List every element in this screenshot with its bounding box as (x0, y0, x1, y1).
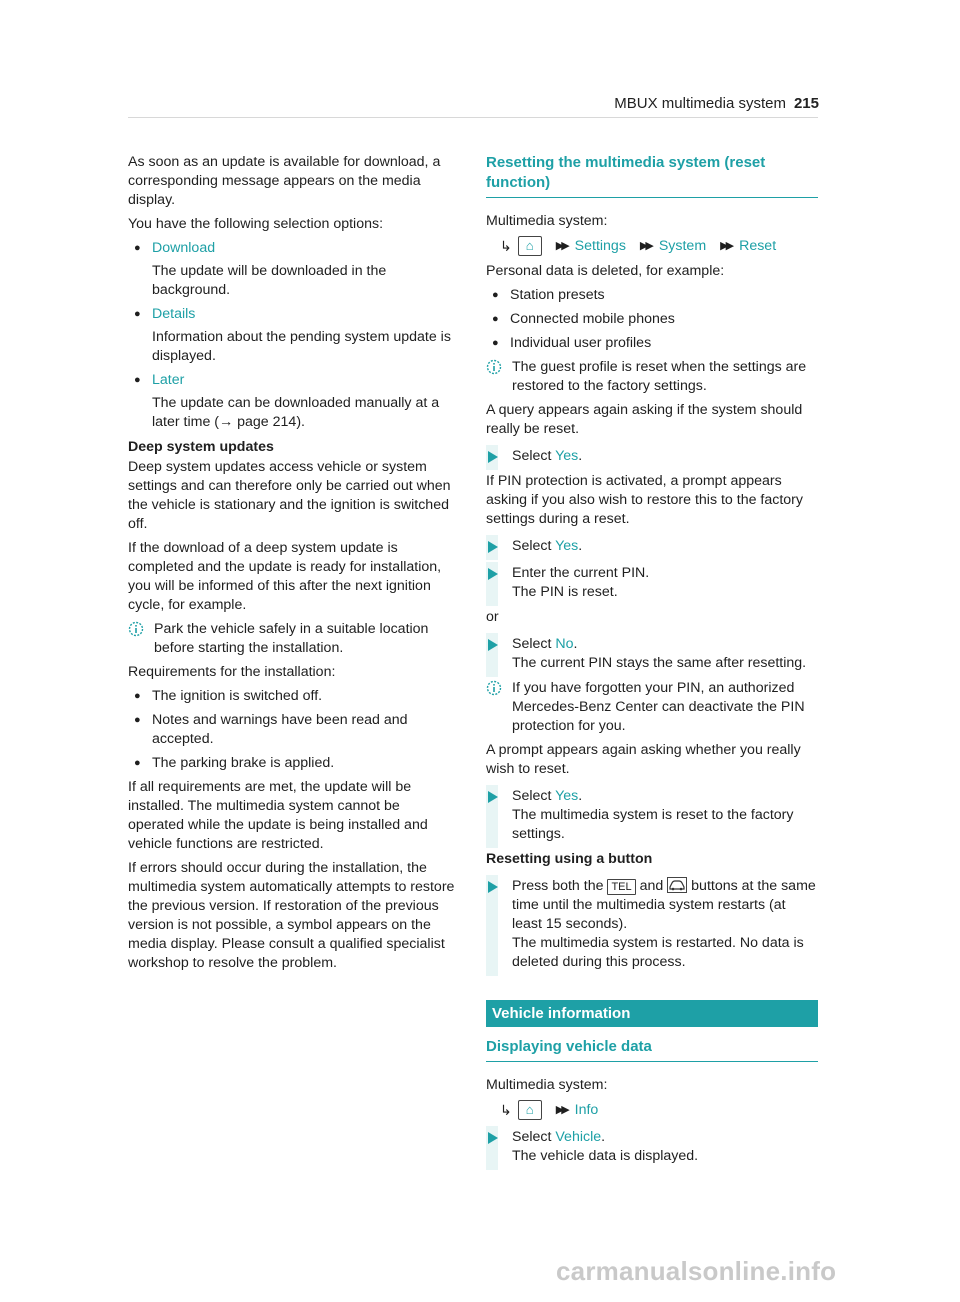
note-text: The guest profile is reset when the settings are restored to the factory settings. (512, 359, 807, 394)
step-arrow-icon (488, 568, 498, 580)
bullet-icon: ● (134, 757, 141, 769)
step-text: and (639, 878, 664, 894)
step-result: The multimedia system is reset to the factory settings. (512, 807, 794, 842)
step-select-yes-3: Select Yes. The multimedia system is reset to the factory settings. (486, 787, 818, 844)
step-text: Select (512, 538, 556, 554)
info-menu-path (500, 1100, 818, 1120)
or-text: or (486, 609, 499, 625)
step-select-vehicle: Select Vehicle. The vehicle data is displayed. (486, 1128, 818, 1166)
req-intro: Requirements for the installation: (128, 664, 336, 680)
step-result: The vehicle data is displayed. (512, 1148, 699, 1164)
list-item-text: The ignition is switched off. (152, 688, 323, 704)
info-icon (128, 621, 144, 637)
step-enter-pin (486, 564, 818, 602)
step-arrow-icon (488, 791, 498, 803)
step-text: Enter the current PIN. (512, 565, 650, 581)
bullet-icon: ● (492, 289, 499, 301)
list-item (486, 286, 818, 305)
list-item (128, 754, 458, 773)
step-text: Press both the (512, 878, 604, 894)
deep-text-2: If the download of a deep system update is completed and the update is ready for installation, you will be informed of this after the next ignition cycle, for example. (128, 540, 442, 613)
step-result: The current PIN stays the same after resetting. (512, 655, 807, 671)
list-item (486, 310, 818, 329)
deep-heading: Deep system updates (128, 439, 274, 455)
step-arrow-icon (488, 451, 498, 463)
path-arrow-icon: ↳ (500, 237, 512, 254)
step-select-no: Select No. The current PIN stays the same after resetting. (486, 635, 818, 673)
display-vehicle-title: Displaying vehicle data (486, 1037, 818, 1062)
double-chevron-icon: ▶▶ (639, 239, 651, 252)
guest-note (486, 358, 818, 396)
bullet-icon: ● (134, 714, 141, 726)
option-yes[interactable]: Yes (555, 448, 579, 464)
vehicle-button-icon (667, 877, 687, 893)
bullet-icon: ● (492, 313, 499, 325)
list-item-text: Connected mobile phones (510, 311, 675, 327)
double-chevron-icon: ▶▶ (720, 239, 732, 252)
option-desc: The update will be downloaded in the background. (152, 263, 387, 298)
multimedia-label-2: Multimedia system: (486, 1077, 608, 1093)
note-text: Park the vehicle safely in a suitable location before starting the installation. (154, 621, 429, 656)
pin-text: If PIN protection is activated, a prompt appears asking if you also wish to restore this to the factory settings during a reset. (486, 473, 804, 527)
prompt-again-text: A prompt appears again asking whether you really wish to reset. (486, 742, 801, 777)
bullet-icon: ● (134, 308, 141, 320)
option-yes[interactable]: Yes (555, 788, 579, 804)
step-arrow-icon (488, 541, 498, 553)
step-press-buttons (486, 877, 818, 972)
double-chevron-icon: ▶▶ (555, 239, 567, 252)
right-column (486, 153, 818, 1172)
option-desc: Information about the pending system update is displayed. (152, 329, 451, 364)
list-item-text: The parking brake is applied. (152, 755, 335, 771)
path-arrow-icon: ↳ (500, 1101, 512, 1118)
double-chevron-icon: ▶▶ (555, 1103, 567, 1116)
options-intro: You have the following selection options: (128, 216, 384, 232)
bullet-icon: ● (134, 242, 141, 254)
bullet-icon: ● (492, 337, 499, 349)
bullet-icon: ● (134, 690, 141, 702)
watermark: carmanualsonline.info (556, 1256, 837, 1286)
personal-text: Personal data is deleted, for example: (486, 263, 725, 279)
forgot-pin-note (486, 679, 818, 736)
path-settings[interactable]: Settings (574, 237, 626, 254)
query-text: A query appears again asking if the system should really be reset. (486, 402, 803, 437)
step-arrow-icon (488, 639, 498, 651)
reset-section-title: Resetting the multimedia system (reset function) (486, 153, 818, 198)
step-select-yes: Select Yes. (486, 447, 818, 466)
step-arrow-icon (488, 1132, 498, 1144)
list-item-text: Notes and warnings have been read and accepted. (152, 712, 408, 747)
option-no[interactable]: No (555, 636, 574, 652)
step-text: Select (512, 636, 556, 652)
option-download (128, 239, 458, 300)
list-item-text: Individual user profiles (510, 335, 652, 351)
step-select-yes-2: Select Yes. (486, 537, 818, 556)
home-icon: ⌂ (518, 236, 542, 256)
error-text: If errors should occur during the installation, the multimedia system automatically attempts to restore the previous version. If restoration of the previous version is not possible, a symbol appears on the media display. Please consult a qualified specialist workshop to resolve the problem. (128, 860, 455, 971)
option-vehicle[interactable]: Vehicle (555, 1129, 602, 1145)
step-result: The PIN is reset. (512, 584, 618, 600)
option-label: Details (152, 306, 196, 322)
note-text: If you have forgotten your PIN, an authorized Mercedes-Benz Center can deactivate the PIN protection for you. (512, 680, 805, 734)
list-item (128, 687, 458, 706)
step-arrow-icon (488, 881, 498, 893)
deep-text: Deep system updates access vehicle or system settings and can therefore only be carried out when the vehicle is stationary and the ignition is switched off. (128, 459, 451, 532)
left-column (128, 153, 458, 978)
step-text: buttons at the same time until the multimedia system restarts (at least 15 seconds). (512, 878, 816, 932)
option-label: Download (152, 240, 216, 256)
option-yes[interactable]: Yes (555, 538, 579, 554)
multimedia-label: Multimedia system: (486, 213, 608, 229)
step-result: The multimedia system is restarted. No data is deleted during this process. (512, 935, 804, 970)
info-icon (486, 680, 502, 696)
step-text: Select (512, 788, 556, 804)
path-reset[interactable]: Reset (739, 237, 777, 254)
page-header (614, 94, 819, 113)
option-later (128, 371, 458, 432)
home-icon: ⌂ (518, 1100, 542, 1120)
deep-note (128, 620, 458, 658)
tel-key-icon: TEL (607, 879, 635, 895)
path-system[interactable]: System (658, 237, 707, 254)
vehicle-info-band: Vehicle information (486, 1000, 818, 1027)
info-icon (486, 359, 502, 375)
bullet-icon: ● (134, 374, 141, 386)
header-rule (128, 117, 818, 118)
intro-text: As soon as an update is available for download, a corresponding message appears on the media display. (128, 154, 441, 208)
button-reset-heading: Resetting using a button (486, 851, 653, 867)
list-item-text: Station presets (510, 287, 605, 303)
reset-menu-path (500, 236, 818, 256)
option-label: Later (152, 372, 185, 388)
option-details (128, 305, 458, 366)
header-title: MBUX multimedia system (614, 95, 786, 112)
list-item (128, 711, 458, 749)
step-text: Select (512, 448, 556, 464)
path-info[interactable]: Info (574, 1101, 599, 1118)
option-desc[interactable]: The update can be downloaded manually at a later time (→ page 214). (152, 395, 440, 430)
list-item (486, 334, 818, 353)
step-text: Select (512, 1129, 556, 1145)
page-number: 215 (793, 95, 819, 112)
install-text: If all requirements are met, the update will be installed. The multimedia system cannot be operated while the update is being installed and vehicle functions are restricted. (128, 779, 428, 852)
